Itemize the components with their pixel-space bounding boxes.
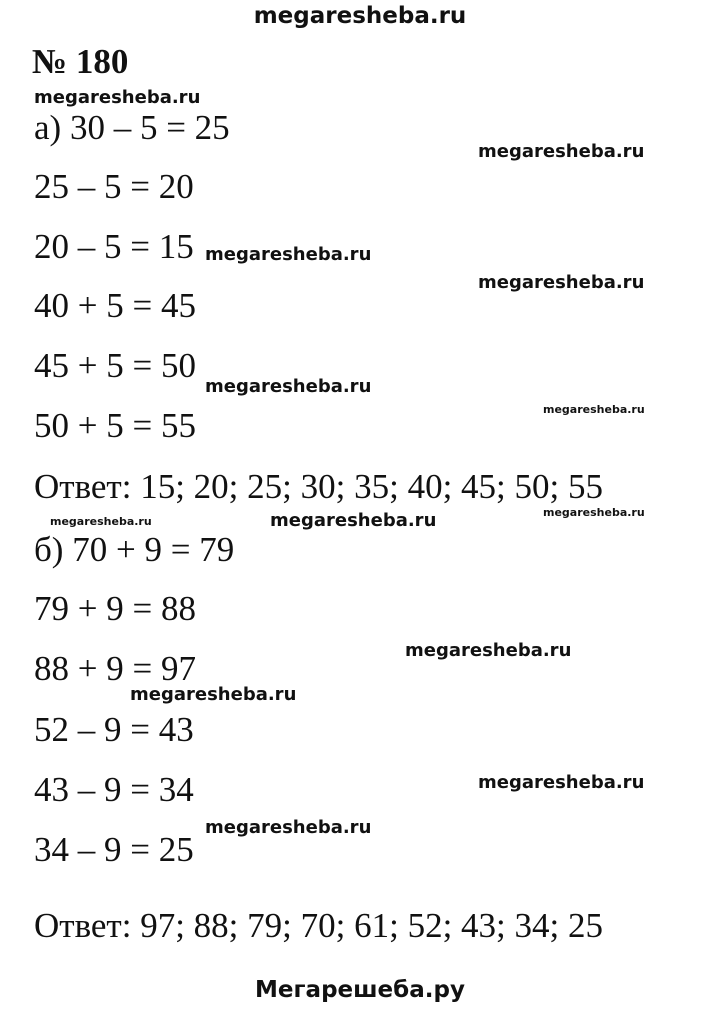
solution-line: 34 – 9 = 25 <box>34 830 194 869</box>
watermark: megaresheba.ru <box>50 515 152 528</box>
solution-line: 52 – 9 = 43 <box>34 710 194 749</box>
solution-line: б) 70 + 9 = 79 <box>34 530 235 569</box>
watermark: megaresheba.ru <box>34 87 201 108</box>
watermark: megaresheba.ru <box>205 817 372 838</box>
solution-line: 40 + 5 = 45 <box>34 286 196 325</box>
solution-line: 43 – 9 = 34 <box>34 770 194 809</box>
watermark: megaresheba.ru <box>205 376 372 397</box>
watermark: megaresheba.ru <box>130 684 297 705</box>
answer-line: Ответ: 97; 88; 79; 70; 61; 52; 43; 34; 25 <box>34 906 603 945</box>
watermark: megaresheba.ru <box>270 510 437 531</box>
solution-line: 45 + 5 = 50 <box>34 346 196 385</box>
site-footer: Мегарешеба.ру <box>255 977 465 1003</box>
watermark: megaresheba.ru <box>543 506 645 519</box>
watermark: megaresheba.ru <box>478 772 645 793</box>
solution-line: а) 30 – 5 = 25 <box>34 108 230 147</box>
problem-title: № 180 <box>32 42 129 81</box>
solution-line: 79 + 9 = 88 <box>34 589 196 628</box>
solution-line: 88 + 9 = 97 <box>34 649 196 688</box>
solution-line: 20 – 5 = 15 <box>34 227 194 266</box>
answer-line: Ответ: 15; 20; 25; 30; 35; 40; 45; 50; 55 <box>34 467 603 506</box>
solution-line: 25 – 5 = 20 <box>34 167 194 206</box>
site-header: megaresheba.ru <box>253 3 467 29</box>
watermark: megaresheba.ru <box>478 272 645 293</box>
watermark: megaresheba.ru <box>205 244 372 265</box>
watermark: megaresheba.ru <box>478 141 645 162</box>
solution-line: 50 + 5 = 55 <box>34 406 196 445</box>
watermark: megaresheba.ru <box>543 403 645 416</box>
watermark: megaresheba.ru <box>405 640 572 661</box>
